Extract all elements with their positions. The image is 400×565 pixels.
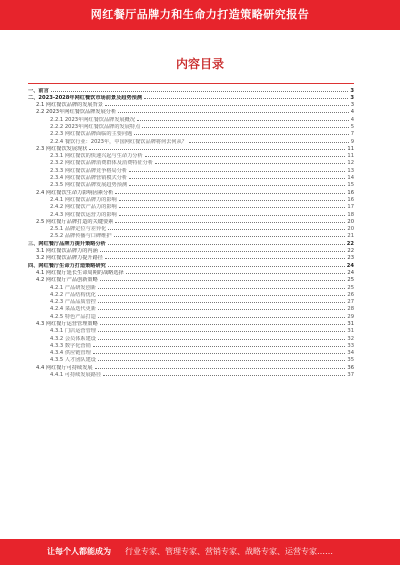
toc-entry-title: 3.1 网红餐饮品牌力的内涵 — [36, 248, 98, 255]
toc-leader-dots — [105, 254, 345, 260]
toc-entry-title: 4.1 网红餐厅延长生命周期的战略选择 — [36, 269, 124, 276]
toc-entry-page: 11 — [347, 153, 354, 160]
toc-entry[interactable] — [28, 239, 354, 246]
toc-leader-dots — [119, 210, 346, 216]
toc-entry[interactable] — [28, 93, 354, 100]
toc-entry-title: 2.3 网红餐饮发展现状 — [36, 145, 88, 152]
toc-entry-title: 2.3.2 网红餐饮品牌消费群体及消费特征分析 — [50, 160, 154, 167]
toc-entry-page: 3 — [350, 102, 354, 109]
toc-entry[interactable] — [28, 174, 354, 181]
toc-entry-page: 22 — [346, 240, 354, 247]
toc-leader-dots — [129, 181, 345, 187]
toc-entry-page: 24 — [347, 269, 354, 276]
toc-leader-dots — [118, 108, 349, 114]
toc-entry[interactable] — [28, 247, 354, 254]
toc-entry-title: 2.3.3 网红餐饮品牌竞争格局分析 — [50, 167, 128, 174]
toc-entry-title: 4.2.3 产品品质管控 — [50, 299, 96, 306]
toc-entry-page: 31 — [347, 328, 354, 335]
toc-entry-title: 2.5.1 品牌定位与差异化 — [50, 226, 107, 233]
toc-leader-dots — [145, 152, 346, 158]
toc-leader-dots — [134, 130, 348, 136]
toc-entry-page: 24 — [346, 262, 354, 269]
toc-entry[interactable] — [28, 320, 354, 327]
toc-entry[interactable] — [28, 276, 354, 283]
toc-entry[interactable] — [28, 86, 354, 93]
toc-entry-title: 4.4 网红餐厅可持续发展 — [36, 364, 93, 371]
toc-leader-dots — [98, 334, 345, 340]
toc-leader-dots — [126, 268, 346, 274]
toc-leader-dots — [98, 327, 345, 333]
toc-entry[interactable] — [28, 188, 354, 195]
toc-entry-title: 4.3.3 数字化营销 — [50, 342, 91, 349]
toc-entry-title: 四、网红餐厅生命力打造策略研究 — [28, 262, 106, 269]
toc-entry-title: 4.2.1 产品研发创新 — [50, 284, 96, 291]
toc-entry-title: 2.2.2 2023年网红餐饮品牌的发展特点 — [50, 123, 141, 130]
toc-entry-page: 25 — [347, 277, 354, 284]
report-title: 网红餐厅品牌力和生命力打造策略研究报告 — [90, 8, 310, 21]
toc-entry[interactable] — [28, 290, 354, 297]
toc-leader-dots — [155, 159, 345, 165]
toc-entry-page: 7 — [350, 131, 354, 138]
toc-entry[interactable] — [28, 363, 354, 370]
toc-entry[interactable] — [28, 312, 354, 319]
toc-entry-title: 2.2.1 2023年网红餐饮品牌发展概况 — [50, 116, 136, 123]
toc-entry-title: 4.3.1 门店运营管理 — [50, 328, 96, 335]
toc-entry[interactable] — [28, 268, 354, 275]
toc-leader-dots — [89, 144, 345, 150]
toc-leader-dots — [189, 137, 349, 143]
toc-entry[interactable] — [28, 225, 354, 232]
toc-leader-dots — [129, 166, 345, 172]
toc-entry-page: 12 — [347, 160, 354, 167]
toc-entry-title: 三、网红餐厅品牌力提升策略分析 — [28, 240, 106, 247]
toc-entry[interactable] — [28, 152, 354, 159]
toc-entry-page: 13 — [347, 167, 354, 174]
toc-leader-dots — [98, 290, 345, 296]
toc-entry-page: 4 — [350, 116, 354, 123]
toc-entry[interactable] — [28, 122, 354, 129]
toc-entry-title: 2.2.4 餐饮行业：2023年，中国网红餐饮品牌将何去何从？ — [50, 138, 187, 145]
toc-entry[interactable] — [28, 166, 354, 173]
toc-list — [28, 86, 354, 378]
toc-entry-page: 18 — [347, 211, 354, 218]
toc-entry-page: 4 — [350, 109, 354, 116]
toc-entry-title: 4.3.5 人才团队建设 — [50, 357, 96, 364]
toc-entry-page: 37 — [347, 372, 354, 379]
footer-banner — [0, 539, 400, 565]
toc-entry-page: 23 — [347, 255, 354, 262]
toc-entry[interactable] — [28, 137, 354, 144]
toc-entry-title: 2.4.3 网红餐饮运营力的影响 — [50, 211, 117, 218]
toc-entry[interactable] — [28, 254, 354, 261]
toc-entry-page: 33 — [347, 342, 354, 349]
toc-entry-page: 26 — [347, 291, 354, 298]
toc-entry-page: 16 — [347, 189, 354, 196]
toc-entry-title: 2.4.1 网红餐饮品牌力的影响 — [50, 196, 117, 203]
toc-leader-dots — [105, 101, 349, 107]
toc-top-rule — [28, 83, 354, 84]
toc-entry-title: 一、前言 — [28, 87, 49, 94]
toc-entry[interactable] — [28, 159, 354, 166]
toc-leader-dots — [115, 188, 345, 194]
toc-entry-page: 20 — [347, 226, 354, 233]
toc-entry-title: 二、2023-2028年网红餐饮市场前景及趋势预测 — [28, 94, 143, 101]
toc-leader-dots — [114, 232, 346, 238]
toc-entry-title: 2.4.2 网红餐饮产品力的影响 — [50, 204, 117, 211]
toc-entry-title: 4.2.4 菜品迭代更新 — [50, 306, 96, 313]
toc-entry-title: 2.3.1 网红餐饮的快速兴起与生命力分析 — [50, 153, 143, 160]
toc-entry-page: 14 — [347, 175, 354, 182]
toc-leader-dots — [98, 298, 345, 304]
toc-entry-page: 3 — [350, 94, 354, 101]
toc-leader-dots — [137, 115, 349, 121]
toc-entry[interactable] — [28, 130, 354, 137]
toc-leader-dots — [103, 371, 345, 377]
footer-tagline: 行业专家、管理专家、营销专家、战略专家、运营专家…… — [125, 547, 333, 556]
toc-leader-dots — [100, 276, 346, 282]
toc-leader-dots — [144, 93, 348, 99]
toc-leader-dots — [108, 225, 345, 231]
toc-leader-dots — [129, 174, 345, 180]
toc-heading: 内容目录 — [175, 57, 224, 71]
toc-entry[interactable] — [28, 261, 354, 268]
toc-entry[interactable] — [28, 232, 354, 239]
toc-entry-title: 2.4 网红餐饮生命力影响因素分析 — [36, 189, 114, 196]
toc-entry-title: 4.4.1 可持续发展路径 — [50, 372, 102, 379]
toc-entry[interactable] — [28, 283, 354, 290]
toc-entry[interactable] — [28, 341, 354, 348]
toc-entry-page: 34 — [347, 350, 354, 357]
toc-entry-title: 4.3.4 供应链管理 — [50, 350, 91, 357]
toc-leader-dots — [119, 203, 346, 209]
toc-entry-page: 5 — [350, 123, 354, 130]
toc-entry[interactable] — [28, 356, 354, 363]
toc-leader-dots — [115, 217, 345, 223]
toc-entry-title: 2.1 网红餐饮品牌的发展背景 — [36, 102, 103, 109]
toc-entry-title: 4.3.2 会员体系建设 — [50, 335, 96, 342]
report-header-banner — [0, 0, 400, 30]
toc-entry-title: 3.2 网红餐饮品牌力提升路径 — [36, 255, 103, 262]
toc-leader-dots — [98, 312, 345, 318]
toc-entry-page: 16 — [347, 196, 354, 203]
footer-slogan: 让每个人都能成为 — [47, 547, 111, 556]
toc-entry[interactable] — [28, 115, 354, 122]
toc-leader-dots — [93, 349, 346, 355]
toc-entry-title: 2.3.5 网红餐饮品牌发展趋势预测 — [50, 182, 128, 189]
toc-leader-dots — [100, 247, 346, 253]
toc-entry[interactable] — [28, 108, 354, 115]
toc-entry[interactable] — [28, 334, 354, 341]
toc-entry[interactable] — [28, 305, 354, 312]
toc-leader-dots — [108, 239, 345, 245]
toc-entry[interactable] — [28, 298, 354, 305]
toc-entry-title: 4.2 网红餐厅产品创新策略 — [36, 277, 98, 284]
toc-entry[interactable] — [28, 144, 354, 151]
toc-entry-page: 11 — [347, 145, 354, 152]
toc-entry[interactable] — [28, 210, 354, 217]
toc-leader-dots — [108, 261, 345, 267]
toc-entry[interactable] — [28, 181, 354, 188]
toc-leader-dots — [142, 122, 348, 128]
toc-entry-page: 36 — [347, 364, 354, 371]
toc-entry-page: 32 — [347, 335, 354, 342]
toc-entry-page: 27 — [347, 299, 354, 306]
toc-entry[interactable] — [28, 203, 354, 210]
toc-entry-page: 17 — [347, 204, 354, 211]
toc-entry-page: 9 — [350, 138, 354, 145]
toc-leader-dots — [119, 195, 346, 201]
toc-entry[interactable] — [28, 101, 354, 108]
toc-leader-dots — [98, 356, 345, 362]
toc-entry[interactable] — [28, 195, 354, 202]
toc-leader-dots — [98, 283, 345, 289]
toc-entry-page: 31 — [347, 321, 354, 327]
toc-entry-page: 21 — [347, 233, 354, 240]
toc-entry-title: 4.2.2 产品结构优化 — [50, 291, 96, 298]
toc-entry-page: 29 — [347, 313, 354, 320]
toc-entry-page: 22 — [347, 248, 354, 255]
toc-entry-page: 20 — [347, 218, 354, 225]
toc-entry[interactable] — [28, 371, 354, 378]
toc-entry-title: 2.2.3 网红餐饮品牌面临的主要问题 — [50, 131, 133, 138]
toc-entry-title: 2.3.4 网红餐饮品牌营销模式分析 — [50, 175, 128, 182]
toc-entry-page: 3 — [350, 87, 354, 94]
toc-entry-title: 2.5 网红餐厅品牌打造的关键要素 — [36, 218, 114, 225]
toc-leader-dots — [100, 320, 346, 326]
toc-entry-title: 4.3 网红餐厅运营管理策略 — [36, 321, 98, 327]
toc-leader-dots — [93, 341, 346, 347]
toc-entry[interactable] — [28, 327, 354, 334]
toc-entry[interactable] — [28, 217, 354, 224]
toc-entry-page: 25 — [347, 284, 354, 291]
toc-entry[interactable] — [28, 349, 354, 356]
toc-leader-dots — [51, 86, 349, 92]
toc-entry-title: 2.5.2 品牌传播与口碑维护 — [50, 233, 112, 240]
toc-entry-title: 2.2 2023年网红餐饮品牌发展分析 — [36, 109, 117, 116]
toc-entry-title: 4.2.5 特色产品打造 — [50, 313, 96, 320]
toc-leader-dots — [98, 305, 345, 311]
toc-entry-page: 15 — [347, 182, 354, 189]
toc-entry-page: 35 — [347, 357, 354, 364]
toc-entry-page: 28 — [347, 306, 354, 313]
toc-leader-dots — [95, 363, 346, 369]
